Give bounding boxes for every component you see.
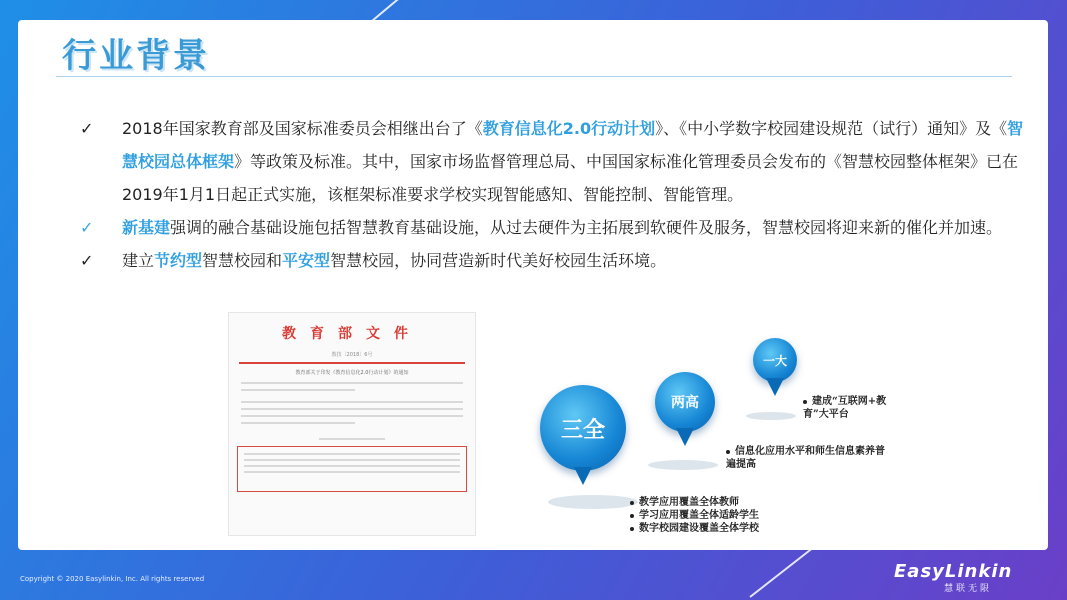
bubble-three-label: 三全	[560, 417, 605, 443]
page-title: 行业背景	[62, 36, 210, 76]
check-icon: ✓	[80, 218, 94, 237]
check-icon: ✓	[80, 251, 94, 270]
bullet-dot	[630, 514, 634, 518]
three-item: 数字校园建设覆盖全体学校	[630, 522, 800, 535]
bullet-text: 》、《中小学数字校园建设规范（试行）通知》及《	[655, 119, 1008, 138]
document-notice-title: 教育部关于印发《教育信息化2.0行动计划》的通知	[295, 370, 409, 376]
decor-stroke-bottom	[749, 547, 813, 598]
highlight-text: 教育信息化2.0行动计划	[482, 119, 656, 138]
title-divider	[56, 76, 1012, 77]
one-item: 建成“互联网+教育”大平台	[803, 396, 887, 420]
bubble-three	[540, 385, 626, 471]
company-logo: EasyLinkin	[894, 561, 1013, 582]
bubble-shadow	[548, 495, 638, 509]
document-text-line	[244, 453, 460, 455]
bullet-text: 建立	[122, 251, 155, 270]
highlight-text: 新基建	[122, 218, 171, 237]
two-item: 信息化应用水平和师生信息素养普遍提高	[726, 446, 885, 470]
company-logo-subtitle: 慧联无限	[944, 584, 993, 594]
document-red-rule	[239, 362, 465, 364]
document-image	[228, 312, 476, 536]
bubble-one	[753, 338, 797, 382]
copyright-text: Copyright © 2020 Easylinkin, Inc. All rights reserved	[20, 575, 205, 583]
bullet-text: 智慧校园和	[202, 251, 283, 270]
bubble-one-label: 一大	[762, 353, 787, 368]
bubble-shadow	[746, 412, 796, 420]
document-text-line	[244, 459, 460, 461]
highlight-text: 智慧校园总体框架	[122, 119, 1024, 171]
bullet-item	[80, 244, 1030, 277]
decor-stroke-top	[371, 0, 403, 22]
highlight-text: 节约型	[154, 251, 203, 270]
bullet-dot	[803, 400, 807, 404]
three-item: 教学应用覆盖全体教师	[630, 496, 800, 509]
document-text-line	[241, 422, 355, 424]
three-item: 学习应用覆盖全体适龄学生	[630, 509, 800, 522]
bullet-item	[80, 112, 1030, 211]
document-text-line	[241, 408, 463, 410]
document-highlight-box	[237, 446, 467, 492]
document-text-line	[241, 415, 463, 417]
document-text-line	[241, 382, 463, 384]
document-text-line	[241, 389, 355, 391]
bullet-text: 强调的融合基础设施包括智慧教育基础设施，从过去硬件为主拓展到软硬件及服务，智慧校园将迎来新的催化并加速。	[170, 218, 1003, 237]
bullet-text: 智慧校园，协同营造新时代美好校园生活环境。	[330, 251, 667, 270]
bullet-dot	[630, 527, 634, 531]
bubble-shadow	[648, 460, 718, 470]
bullet-text: 》等政策及标准。其中，国家市场监督管理总局、中国国家标准化管理委员会发布的《智慧校园整体框架》已在2019年1月1日起正式实施，该框架标准要求学校实现智能感知、智能控制、智能管理。	[122, 152, 1019, 204]
content-card	[18, 20, 1048, 550]
goals-diagram	[528, 320, 888, 540]
document-text-line	[244, 471, 460, 473]
bullet-dot	[726, 450, 730, 454]
bubble-two-label: 两高	[671, 395, 699, 411]
bullet-list	[80, 112, 1030, 277]
bullet-dot	[630, 501, 634, 505]
document-header: 教育部文件	[282, 326, 422, 342]
document-text-line	[241, 401, 463, 403]
highlight-text: 平安型	[282, 251, 331, 270]
bubble-two	[655, 372, 715, 432]
bullet-text: 2018年国家教育部及国家标准委员会相继出台了《	[122, 119, 483, 138]
check-icon: ✓	[80, 119, 94, 138]
document-text-line	[244, 465, 460, 467]
bullet-item	[80, 211, 1030, 244]
document-number: 教技〔2018〕6号	[331, 352, 373, 358]
document-text-line	[319, 438, 385, 440]
